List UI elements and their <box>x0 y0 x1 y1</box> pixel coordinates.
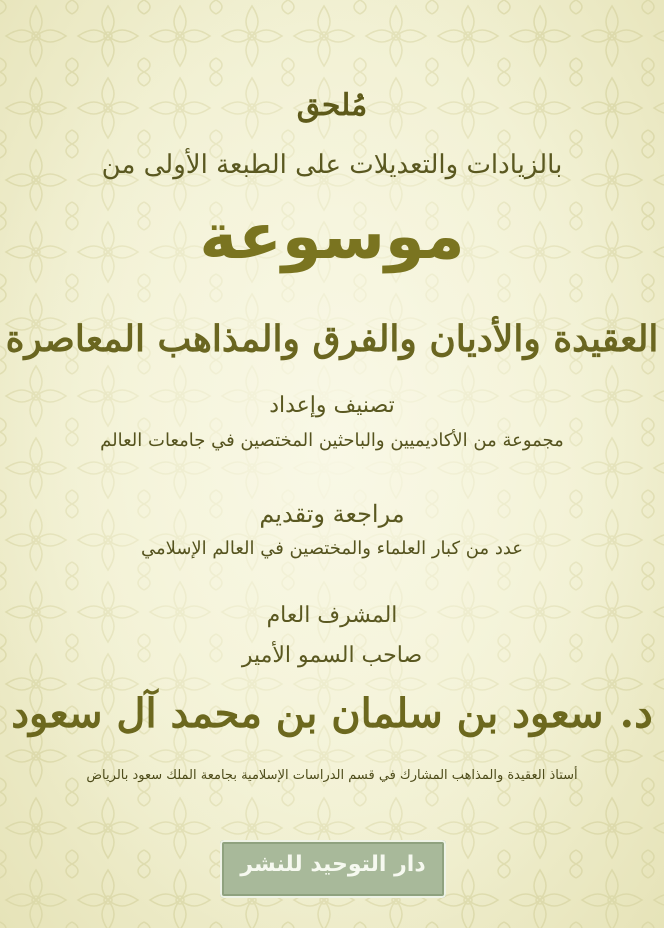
supervisor-name-block <box>0 688 664 737</box>
supervisor-heading: المشرف العام <box>266 603 398 628</box>
tasnif-heading: تصنيف وإعداد <box>269 393 395 418</box>
publisher-logo <box>220 840 446 898</box>
publisher-name: دار التوحيد للنشر <box>240 852 426 877</box>
ziyadat-line: بالزيادات والتعديلات على الطبعة الأولى من <box>101 150 563 180</box>
mulhaq-title: مُلحق <box>296 88 368 123</box>
supervisor-name: سعود بن سلمان بن محمد آل سعود <box>11 690 604 737</box>
main-title: موسوعة <box>199 200 465 274</box>
reviewers-line: عدد من كبار العلماء والمختصين في العالم الإسلامي <box>140 538 524 559</box>
authors-line: مجموعة من الأكاديميين والباحثين المختصين في جامعات العالم <box>100 430 564 451</box>
doctor-abbrev: د. <box>619 688 653 737</box>
supervisor-affiliation: أستاذ العقيدة والمذاهب المشارك في قسم الدراسات الإسلامية بجامعة الملك سعود بالرياض <box>86 768 578 783</box>
title-of-honor: صاحب السمو الأمير <box>241 643 423 668</box>
subtitle: العقيدة والأديان والفرق والمذاهب المعاصرة <box>5 318 659 360</box>
muraja-heading: مراجعة وتقديم <box>259 500 405 528</box>
